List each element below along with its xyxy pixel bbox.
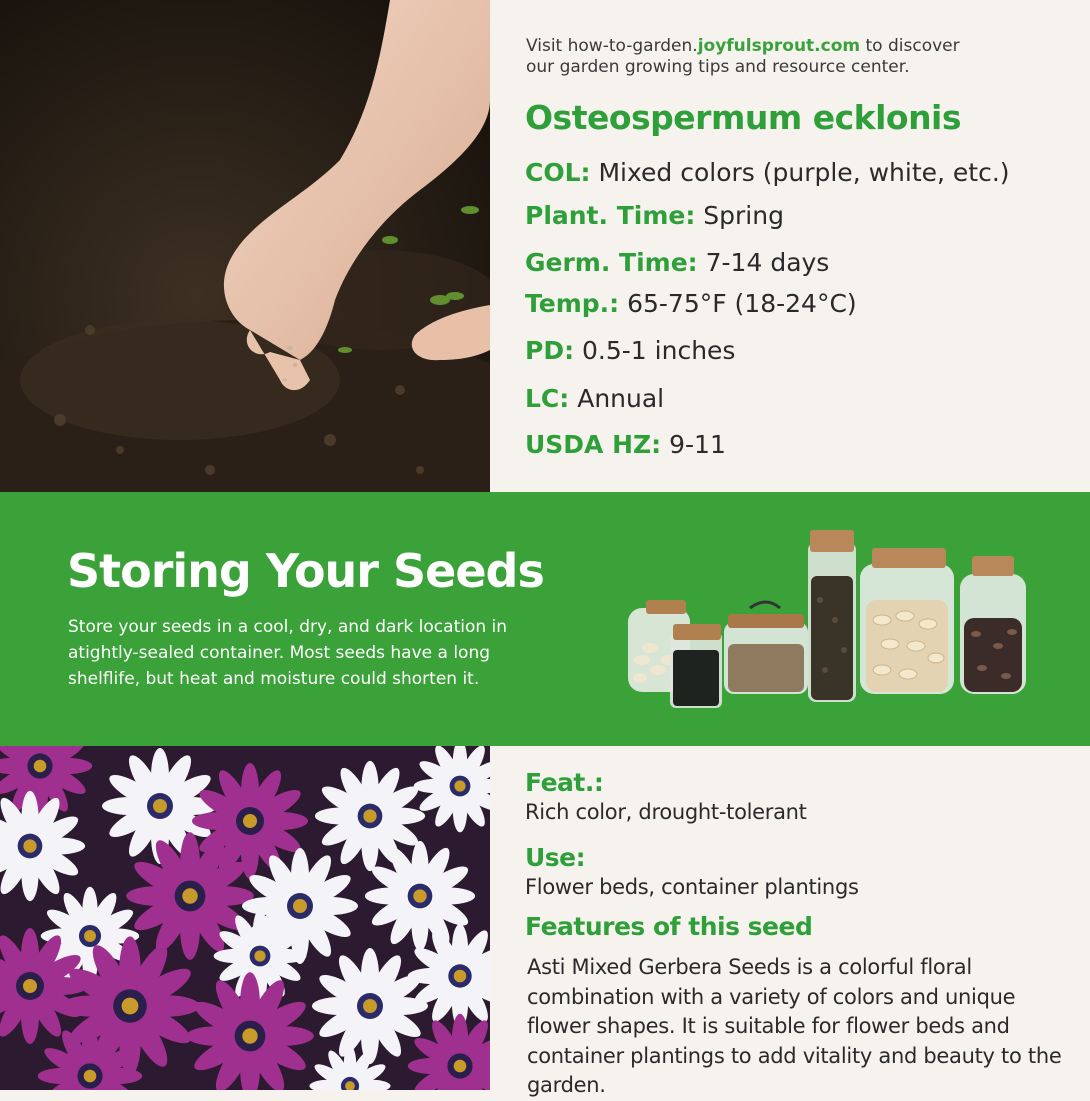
spec-key: Germ. Time: — [525, 248, 698, 277]
spec-key: COL: — [525, 158, 591, 187]
spec-value: 0.5-1 inches — [574, 336, 736, 365]
intro-prefix: Visit how-to-garden. — [526, 36, 698, 56]
use-value: Flower beds, container plantings — [525, 875, 859, 899]
storing-text: Store your seeds in a cool, dry, and dark location in atightly-sealed container. Most seeds have a long shelflife, but heat and moisture could shorten it. — [68, 617, 508, 689]
feat-value: Rich color, drought-tolerant — [525, 800, 807, 824]
osteospermum-flowers-illustration — [0, 746, 490, 1090]
spec-row-germ-time — [525, 248, 829, 277]
spec-value: 7-14 days — [697, 248, 830, 277]
website-intro-text — [526, 36, 1066, 78]
feat-key: Feat.: — [525, 768, 604, 797]
storing-title: Storing Your Seeds — [67, 544, 544, 598]
spec-key: Plant. Time: — [525, 201, 696, 230]
spec-row-temperature — [525, 289, 857, 318]
intro-suffix: to discover — [860, 36, 960, 56]
spec-value: Annual — [569, 384, 665, 413]
spec-value: Spring — [695, 201, 784, 230]
seed-description: Asti Mixed Gerbera Seeds is a colorful floral combination with a variety of colors and unique flower shapes. It is suitable for flower beds and container plantings to add vitality and beauty to the garden. — [527, 955, 1062, 1097]
daisy-flowers-photo — [0, 746, 490, 1090]
soil-sowing-photo — [0, 0, 490, 492]
spec-key: Temp.: — [525, 289, 620, 318]
spec-key: PD: — [525, 336, 575, 365]
spec-row-life-cycle — [525, 384, 664, 413]
spec-value: 65-75°F (18-24°C) — [619, 289, 857, 318]
spec-key: LC: — [525, 384, 570, 413]
intro-line2: our garden growing tips and resource center. — [526, 57, 910, 77]
spec-value: Mixed colors (purple, white, etc.) — [590, 158, 1010, 187]
website-link[interactable]: joyfulsprout.com — [697, 36, 861, 56]
species-name: Osteospermum ecklonis — [525, 98, 962, 137]
spec-row-color — [525, 158, 1010, 187]
hand-sowing-seeds-illustration — [0, 0, 490, 492]
spec-value: 9-11 — [661, 430, 726, 459]
seed-jars-illustration — [620, 520, 1040, 720]
spec-row-planting-depth — [525, 336, 735, 365]
features-heading: Features of this seed — [525, 912, 813, 941]
spec-key: USDA HZ: — [525, 430, 662, 459]
use-key: Use: — [525, 843, 586, 872]
spec-row-hardiness-zone — [525, 430, 726, 459]
spec-row-plant-time — [525, 201, 784, 230]
